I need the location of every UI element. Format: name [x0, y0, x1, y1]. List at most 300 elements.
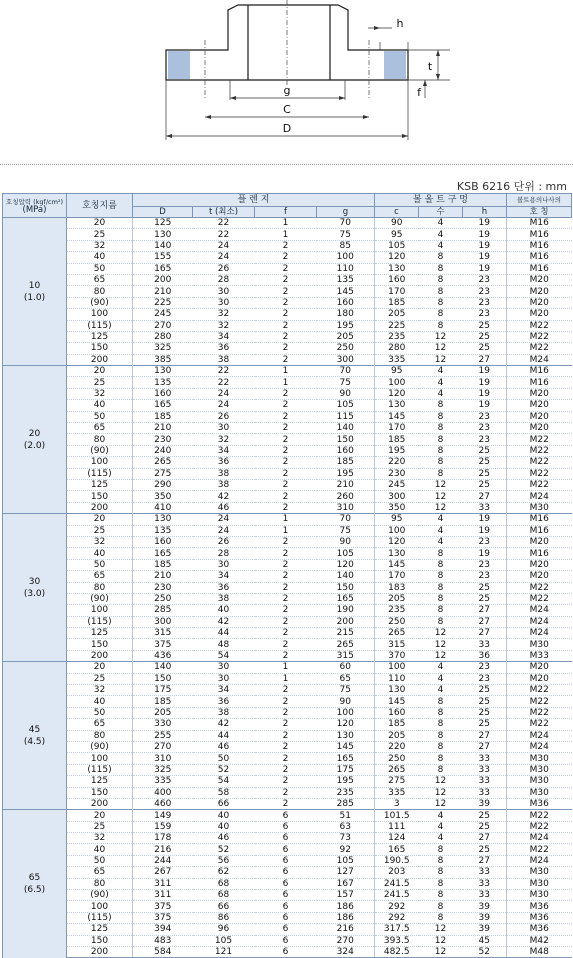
- table-cell: 23: [463, 309, 507, 320]
- table-cell: 12: [419, 331, 463, 342]
- table-cell: 275: [133, 468, 193, 479]
- table-cell: 19: [463, 525, 507, 536]
- table-cell: 400: [133, 787, 193, 798]
- table-cell: M30: [507, 890, 572, 901]
- table-cell: 130: [375, 548, 419, 559]
- table-cell: 8: [419, 468, 463, 479]
- table-cell: 8: [419, 616, 463, 627]
- table-row: [3, 798, 572, 809]
- table-cell: 250: [375, 616, 419, 627]
- table-cell: 4: [419, 810, 463, 821]
- table-row: [3, 240, 572, 251]
- table-cell: 66: [193, 901, 255, 912]
- table-row: [3, 286, 572, 297]
- table-cell: 1: [255, 673, 317, 684]
- table-cell: 140: [133, 240, 193, 251]
- table-cell: 285: [317, 798, 375, 809]
- table-cell: 317.5: [375, 924, 419, 935]
- table-cell: 80: [67, 878, 133, 889]
- table-row: [3, 696, 572, 707]
- table-cell: 32: [193, 320, 255, 331]
- table-cell: 54: [193, 776, 255, 787]
- table-cell: 1: [255, 229, 317, 240]
- table-row: [3, 536, 572, 547]
- table-cell: 33: [463, 753, 507, 764]
- table-cell: 1: [255, 514, 317, 525]
- table-cell: 33: [463, 502, 507, 513]
- table-cell: 8: [419, 605, 463, 616]
- table-cell: 205: [317, 331, 375, 342]
- pressure-mpa: (2.0): [23, 440, 46, 451]
- table-cell: 315: [375, 639, 419, 650]
- table-cell: 95: [375, 366, 419, 377]
- table-cell: 4: [419, 377, 463, 388]
- table-cell: 27: [463, 491, 507, 502]
- table-cell: 12: [419, 354, 463, 365]
- table-cell: 40: [67, 696, 133, 707]
- bolt-hole-left: [168, 51, 190, 79]
- table-cell: 25: [463, 707, 507, 718]
- header-nominal: 호칭지름: [67, 194, 133, 218]
- table-cell: 90: [317, 696, 375, 707]
- table-row: [3, 502, 572, 513]
- table-cell: M22: [507, 685, 572, 696]
- table-cell: 68: [193, 878, 255, 889]
- table-cell: 33: [463, 890, 507, 901]
- table-cell: 75: [317, 685, 375, 696]
- table-cell: 8: [419, 878, 463, 889]
- table-cell: M42: [507, 935, 572, 946]
- table-cell: 165: [133, 263, 193, 274]
- table-cell: 100: [67, 753, 133, 764]
- table-cell: 140: [317, 571, 375, 582]
- table-cell: 160: [375, 274, 419, 285]
- table-cell: 12: [419, 491, 463, 502]
- table-cell: 2: [255, 297, 317, 308]
- table-cell: 28: [193, 274, 255, 285]
- table-row: [3, 548, 572, 559]
- table-cell: 26: [193, 411, 255, 422]
- table-cell: 65: [67, 867, 133, 878]
- table-cell: 12: [419, 935, 463, 946]
- table-row: [3, 901, 572, 912]
- table-cell: 25: [463, 479, 507, 490]
- table-cell: 30: [193, 662, 255, 673]
- table-cell: 185: [133, 696, 193, 707]
- table-cell: M16: [507, 263, 572, 274]
- table-cell: 85: [317, 240, 375, 251]
- table-cell: M24: [507, 354, 572, 365]
- table-cell: M22: [507, 445, 572, 456]
- table-cell: 2: [255, 571, 317, 582]
- table-cell: M22: [507, 696, 572, 707]
- standard-unit-label: KSB 6216 단위 : mm: [456, 180, 567, 193]
- table-cell: (115): [67, 764, 133, 775]
- table-cell: 2: [255, 787, 317, 798]
- table-cell: 160: [375, 707, 419, 718]
- table-cell: M30: [507, 764, 572, 775]
- header-flange: 플 렌 지: [133, 194, 375, 207]
- table-row: [3, 753, 572, 764]
- table-row: [3, 377, 572, 388]
- table-cell: 325: [133, 764, 193, 775]
- table-cell: 230: [375, 468, 419, 479]
- table-cell: 292: [375, 912, 419, 923]
- table-cell: 157: [317, 890, 375, 901]
- table-cell: 6: [255, 810, 317, 821]
- table-cell: 6: [255, 855, 317, 866]
- table-cell: 410: [133, 502, 193, 513]
- table-cell: (90): [67, 445, 133, 456]
- table-cell: (115): [67, 616, 133, 627]
- table-cell: 385: [133, 354, 193, 365]
- table-cell: 25: [463, 719, 507, 730]
- table-cell: (90): [67, 593, 133, 604]
- table-cell: 40: [67, 548, 133, 559]
- table-cell: 195: [317, 468, 375, 479]
- table-cell: 23: [463, 274, 507, 285]
- table-row: [3, 571, 572, 582]
- table-cell: 130: [375, 400, 419, 411]
- table-cell: 23: [463, 434, 507, 445]
- table-cell: 235: [317, 787, 375, 798]
- table-cell: M33: [507, 650, 572, 661]
- table-cell: 135: [133, 377, 193, 388]
- table-cell: 1: [255, 218, 317, 229]
- table-cell: 2: [255, 741, 317, 752]
- table-cell: 4: [419, 218, 463, 229]
- table-cell: 165: [133, 548, 193, 559]
- table-cell: M36: [507, 912, 572, 923]
- table-cell: 68: [193, 890, 255, 901]
- table-cell: 4: [419, 525, 463, 536]
- table-cell: 12: [419, 776, 463, 787]
- table-cell: 8: [419, 263, 463, 274]
- table-cell: 270: [317, 935, 375, 946]
- table-cell: 19: [463, 514, 507, 525]
- table-cell: 12: [419, 343, 463, 354]
- table-cell: 190.5: [375, 855, 419, 866]
- table-cell: 4: [419, 366, 463, 377]
- table-cell: 40: [67, 844, 133, 855]
- table-cell: M24: [507, 833, 572, 844]
- table-cell: 8: [419, 707, 463, 718]
- table-cell: 65: [317, 673, 375, 684]
- table-cell: 8: [419, 741, 463, 752]
- table-cell: M22: [507, 810, 572, 821]
- table-cell: 30: [193, 673, 255, 684]
- table-cell: 125: [67, 628, 133, 639]
- table-cell: 80: [67, 286, 133, 297]
- table-cell: 170: [375, 286, 419, 297]
- table-cell: 186: [317, 901, 375, 912]
- table-cell: 165: [317, 593, 375, 604]
- table-row: [3, 821, 572, 832]
- table-cell: 46: [193, 833, 255, 844]
- header-bolt-size: 볼트용의나사의: [507, 194, 572, 207]
- table-cell: 335: [375, 787, 419, 798]
- table-cell: 26: [193, 536, 255, 547]
- table-cell: M20: [507, 309, 572, 320]
- pressure-value: 30: [28, 576, 41, 587]
- pressure-mpa: (3.0): [23, 588, 46, 599]
- table-cell: 2: [255, 479, 317, 490]
- table-cell: 370: [375, 650, 419, 661]
- table-cell: 50: [67, 707, 133, 718]
- label-D: D: [282, 122, 292, 135]
- table-cell: 230: [133, 582, 193, 593]
- table-cell: 8: [419, 753, 463, 764]
- table-cell: 75: [317, 525, 375, 536]
- table-cell: 120: [317, 719, 375, 730]
- table-cell: 36: [193, 582, 255, 593]
- table-cell: 60: [317, 662, 375, 673]
- pressure-mpa: (4.5): [23, 736, 46, 747]
- table-cell: (90): [67, 297, 133, 308]
- table-cell: 2: [255, 491, 317, 502]
- header-pressure-unit: (MPa): [22, 204, 47, 215]
- table-cell: M24: [507, 855, 572, 866]
- table-cell: 6: [255, 935, 317, 946]
- header-bolt-hole: 볼 올 트 구 멍: [375, 194, 507, 207]
- table-row: [3, 855, 572, 866]
- table-cell: 2: [255, 650, 317, 661]
- table-cell: 38: [193, 468, 255, 479]
- table-cell: 2: [255, 582, 317, 593]
- table-cell: 65: [67, 274, 133, 285]
- table-cell: 90: [317, 536, 375, 547]
- table-cell: 8: [419, 423, 463, 434]
- table-cell: 19: [463, 548, 507, 559]
- table-cell: 25: [463, 468, 507, 479]
- table-cell: M16: [507, 240, 572, 251]
- table-cell: 4: [419, 240, 463, 251]
- table-cell: 25: [67, 821, 133, 832]
- table-cell: 310: [133, 753, 193, 764]
- table-cell: M30: [507, 867, 572, 878]
- table-cell: M24: [507, 616, 572, 627]
- table-cell: 175: [133, 685, 193, 696]
- flange-drawing: [0, 0, 573, 150]
- table-row: [3, 639, 572, 650]
- header-g: g: [317, 207, 375, 218]
- table-cell: 36: [193, 696, 255, 707]
- table-cell: 145: [317, 286, 375, 297]
- table-cell: 2: [255, 730, 317, 741]
- table-row: [3, 423, 572, 434]
- table-cell: 8: [419, 320, 463, 331]
- pressure-value: 10: [28, 280, 41, 291]
- table-cell: M20: [507, 536, 572, 547]
- table-cell: 245: [375, 479, 419, 490]
- table-row: [3, 890, 572, 901]
- table-cell: 8: [419, 582, 463, 593]
- table-cell: 20: [67, 514, 133, 525]
- table-cell: 280: [375, 343, 419, 354]
- table-cell: 33: [463, 878, 507, 889]
- table-cell: 175: [317, 764, 375, 775]
- table-cell: 19: [463, 377, 507, 388]
- pressure-value: 65: [28, 873, 41, 884]
- table-cell: 8: [419, 309, 463, 320]
- table-cell: 32: [67, 833, 133, 844]
- table-cell: 130: [375, 263, 419, 274]
- table-cell: 235: [375, 605, 419, 616]
- table-cell: 2: [255, 411, 317, 422]
- table-row: [3, 309, 572, 320]
- table-cell: (115): [67, 912, 133, 923]
- table-cell: 310: [317, 502, 375, 513]
- table-cell: 205: [375, 593, 419, 604]
- table-cell: M16: [507, 514, 572, 525]
- table-cell: 25: [463, 593, 507, 604]
- table-cell: M30: [507, 776, 572, 787]
- table-cell: 225: [375, 320, 419, 331]
- table-cell: 100: [375, 525, 419, 536]
- table-cell: 33: [463, 776, 507, 787]
- table-cell: 8: [419, 844, 463, 855]
- table-cell: M30: [507, 753, 572, 764]
- table-cell: 203: [375, 867, 419, 878]
- table-cell: 24: [193, 400, 255, 411]
- table-cell: 8: [419, 593, 463, 604]
- table-row: [3, 924, 572, 935]
- table-cell: 300: [133, 616, 193, 627]
- table-cell: 50: [67, 855, 133, 866]
- table-cell: 95: [375, 514, 419, 525]
- table-cell: M36: [507, 901, 572, 912]
- table-cell: M30: [507, 502, 572, 513]
- table-cell: 265: [375, 764, 419, 775]
- table-cell: 70: [317, 514, 375, 525]
- table-cell: 75: [317, 229, 375, 240]
- table-cell: M48: [507, 947, 572, 958]
- table-cell: 26: [193, 263, 255, 274]
- table-cell: 205: [133, 707, 193, 718]
- table-cell: 23: [463, 673, 507, 684]
- table-cell: 23: [463, 559, 507, 570]
- table-cell: 210: [317, 479, 375, 490]
- table-cell: 25: [463, 343, 507, 354]
- table-cell: 100: [67, 901, 133, 912]
- table-cell: 25: [463, 320, 507, 331]
- table-cell: (90): [67, 890, 133, 901]
- table-cell: 105: [317, 548, 375, 559]
- table-cell: 145: [375, 696, 419, 707]
- table-row: [3, 218, 572, 229]
- table-row: [3, 388, 572, 399]
- table-cell: 482.5: [375, 947, 419, 958]
- table-row: [3, 628, 572, 639]
- table-cell: 324: [317, 947, 375, 958]
- table-cell: 145: [375, 411, 419, 422]
- table-cell: 12: [419, 947, 463, 958]
- table-cell: 38: [193, 707, 255, 718]
- table-cell: 195: [317, 776, 375, 787]
- table-cell: 56: [193, 855, 255, 866]
- table-cell: 24: [193, 240, 255, 251]
- table-cell: 19: [463, 263, 507, 274]
- table-cell: 6: [255, 947, 317, 958]
- table-cell: 167: [317, 878, 375, 889]
- table-row: [3, 787, 572, 798]
- table-cell: 150: [67, 639, 133, 650]
- table-row: [3, 593, 572, 604]
- table-cell: 23: [463, 411, 507, 422]
- header-count: 수: [419, 207, 463, 218]
- table-cell: 267: [133, 867, 193, 878]
- table-cell: 2: [255, 548, 317, 559]
- table-row: [3, 434, 572, 445]
- table-cell: 311: [133, 890, 193, 901]
- table-cell: M22: [507, 343, 572, 354]
- table-cell: 275: [375, 776, 419, 787]
- table-row: [3, 445, 572, 456]
- table-cell: 4: [419, 673, 463, 684]
- table-cell: 159: [133, 821, 193, 832]
- table-cell: 25: [67, 229, 133, 240]
- table-cell: 24: [193, 388, 255, 399]
- table-cell: 160: [317, 297, 375, 308]
- table-cell: 25: [67, 673, 133, 684]
- table-cell: 190: [317, 605, 375, 616]
- table-cell: 2: [255, 639, 317, 650]
- table-cell: M20: [507, 388, 572, 399]
- table-row: [3, 411, 572, 422]
- table-cell: 200: [317, 616, 375, 627]
- table-cell: 250: [375, 753, 419, 764]
- table-cell: 19: [463, 218, 507, 229]
- table-cell: 584: [133, 947, 193, 958]
- table-cell: 25: [67, 377, 133, 388]
- table-cell: 100: [317, 252, 375, 263]
- table-cell: M22: [507, 320, 572, 331]
- table-cell: 100: [375, 662, 419, 673]
- table-cell: 8: [419, 445, 463, 456]
- table-row: [3, 833, 572, 844]
- table-cell: 185: [133, 411, 193, 422]
- table-cell: 20: [67, 810, 133, 821]
- table-cell: 216: [317, 924, 375, 935]
- table-cell: 6: [255, 924, 317, 935]
- table-cell: 22: [193, 366, 255, 377]
- table-cell: 2: [255, 468, 317, 479]
- table-cell: M24: [507, 605, 572, 616]
- table-cell: 2: [255, 696, 317, 707]
- table-cell: 8: [419, 559, 463, 570]
- table-cell: M22: [507, 457, 572, 468]
- table-cell: 38: [193, 354, 255, 365]
- table-cell: 12: [419, 924, 463, 935]
- table-cell: 220: [375, 741, 419, 752]
- table-cell: 200: [67, 354, 133, 365]
- table-cell: 483: [133, 935, 193, 946]
- table-cell: 62: [193, 867, 255, 878]
- table-cell: M20: [507, 274, 572, 285]
- table-cell: 241.5: [375, 890, 419, 901]
- table-cell: 165: [133, 400, 193, 411]
- table-cell: M22: [507, 582, 572, 593]
- table-cell: 2: [255, 240, 317, 251]
- table-cell: 130: [133, 229, 193, 240]
- table-cell: 200: [67, 798, 133, 809]
- table-row: [3, 525, 572, 536]
- table-cell: 8: [419, 764, 463, 775]
- table-cell: 75: [317, 377, 375, 388]
- table-cell: 140: [317, 423, 375, 434]
- table-cell: 150: [317, 434, 375, 445]
- table-cell: 195: [375, 445, 419, 456]
